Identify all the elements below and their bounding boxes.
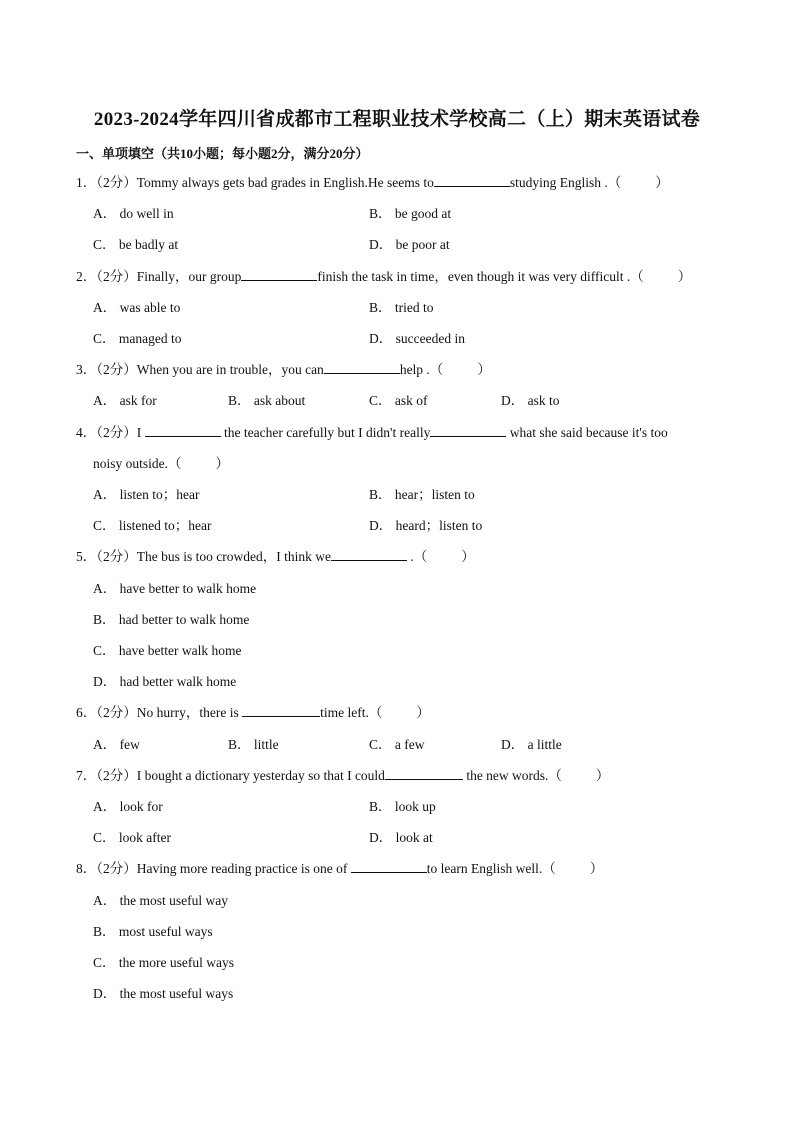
answer-blank: [242, 703, 320, 717]
option-c[interactable]: C． a few: [369, 737, 425, 752]
option-d[interactable]: D． a little: [501, 737, 562, 752]
option-b[interactable]: B． tried to: [369, 300, 434, 315]
option-b[interactable]: B． little: [228, 737, 279, 752]
option-d[interactable]: D． be poor at: [369, 237, 450, 252]
option-a[interactable]: A． ask for: [93, 393, 157, 408]
option-a[interactable]: A． few: [93, 737, 140, 752]
answer-blank: [241, 267, 317, 281]
question-4: 4．（2分）I the teacher carefully but I didn't really what she said because it's too: [76, 425, 668, 440]
option-a[interactable]: A． was able to: [93, 300, 181, 315]
option-d[interactable]: D． look at: [369, 830, 433, 845]
section-heading: 一、单项填空（共10小题；每小题2分，满分20分）: [76, 146, 369, 161]
question-2: 2．（2分）Finally，our group finish the task in time，even though it was very difficult .（ ）: [76, 269, 692, 284]
option-c[interactable]: C． ask of: [369, 393, 428, 408]
answer-blank: [434, 173, 510, 187]
question-4-continued: noisy outside.（ ）: [93, 456, 230, 471]
answer-blank: [324, 360, 400, 374]
option-b[interactable]: B． most useful ways: [93, 924, 213, 939]
option-a[interactable]: A． have better to walk home: [93, 581, 257, 596]
answer-blank: [331, 547, 407, 561]
question-3: 3．（2分）When you are in trouble，you can help .（ ）: [76, 362, 491, 377]
option-c[interactable]: C． look after: [93, 830, 171, 845]
answer-blank: [351, 859, 427, 873]
option-d[interactable]: D． heard；listen to: [369, 518, 483, 533]
option-c[interactable]: C． managed to: [93, 331, 182, 346]
question-6: 6．（2分）No hurry，there is time left.（ ）: [76, 705, 430, 720]
question-8: 8．（2分）Having more reading practice is one of to learn English well.（ ）: [76, 861, 604, 876]
answer-blank: [385, 766, 463, 780]
option-a[interactable]: A． listen to；hear: [93, 487, 200, 502]
option-d[interactable]: D． the most useful ways: [93, 986, 234, 1001]
option-b[interactable]: B． ask about: [228, 393, 306, 408]
option-d[interactable]: D． had better walk home: [93, 674, 237, 689]
answer-blank: [145, 423, 221, 437]
option-a[interactable]: A． the most useful way: [93, 893, 228, 908]
option-a[interactable]: A． do well in: [93, 206, 174, 221]
question-7: 7．（2分）I bought a dictionary yesterday so that I could the new words.（ ）: [76, 768, 610, 783]
option-b[interactable]: B． be good at: [369, 206, 452, 221]
page-title: 2023-2024学年四川省成都市工程职业技术学校高二（上）期末英语试卷: [93, 109, 701, 130]
option-b[interactable]: B． hear；listen to: [369, 487, 475, 502]
option-c[interactable]: C． listened to；hear: [93, 518, 212, 533]
option-a[interactable]: A． look for: [93, 799, 163, 814]
option-b[interactable]: B． had better to walk home: [93, 612, 250, 627]
question-1: 1．（2分）Tommy always gets bad grades in English.He seems to studying English .（ ）: [76, 175, 669, 190]
option-c[interactable]: C． the more useful ways: [93, 955, 234, 970]
option-c[interactable]: C． have better walk home: [93, 643, 242, 658]
option-b[interactable]: B． look up: [369, 799, 436, 814]
option-d[interactable]: D． succeeded in: [369, 331, 465, 346]
option-c[interactable]: C． be badly at: [93, 237, 179, 252]
answer-blank: [430, 423, 506, 437]
question-5: 5．（2分）The bus is too crowded，I think we .（ ）: [76, 549, 475, 564]
option-d[interactable]: D． ask to: [501, 393, 560, 408]
